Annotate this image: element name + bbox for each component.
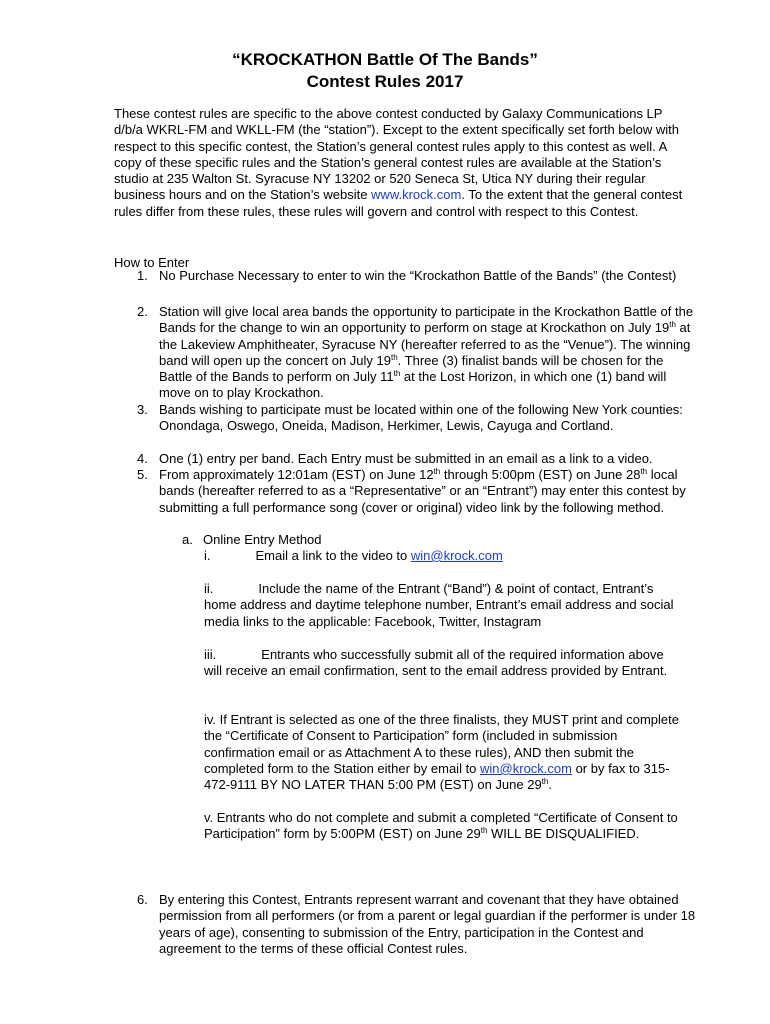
rule-number: 2.	[137, 304, 148, 319]
sub-letter: a.	[182, 532, 193, 547]
step-v: v. Entrants who do not complete and submit a completed “Certificate of Consent to Participation” form by 5:00PM (EST) on June 29th WILL BE DISQUALIFIED.	[204, 810, 678, 842]
intro-paragraph: These contest rules are specific to the above contest conducted by Galaxy Communications LP d/b/a WKRL-FM and WKLL-FM (the “station”). Except to the extent specifically set forth below with respect to this specific contest, the Station’s general contest rules apply to this contest as well. A copy of these specific rules and the Station’s general contest rules are available at the Station’s studio at 235 Walton St. Syracuse NY 13202 or 520 Seneca St, Utica NY during their regular business hours and on the Station’s website www.krock.com. To the extent that the general contest rules differ from these rules, these rules will govern and control with respect to this Contest.	[114, 106, 683, 219]
rule-text: Bands wishing to participate must be located within one of the following New York counties: Onondaga, Oswego, Oneida, Madison, Herkimer, Lewis, Cayuga and Cortland.	[159, 402, 683, 434]
rule-number: 1.	[137, 268, 148, 283]
document-subtitle: Contest Rules 2017	[306, 72, 464, 91]
step-ii: ii. Include the name of the Entrant (“Band”) & point of contact, Entrant’s home address and daytime telephone number, Entrant’s email address and social media links to the applicable: Facebook, Twitter, Instagram	[204, 581, 674, 629]
step-iv: iv. If Entrant is selected as one of the three finalists, they MUST print and complete the “Certificate of Consent to Participation” form (included in submission confirmation email or as Attachment A to these rules), AND then submit the completed form to the Station either by email to win@krock.com or by fax to 315-472-9111 BY NO LATER THAN 5:00 PM (EST) on June 29th.	[204, 712, 679, 793]
rule-text: One (1) entry per band. Each Entry must be submitted in an email as a link to a video.	[159, 451, 653, 466]
document-title: “KROCKATHON Battle Of The Bands”	[232, 50, 538, 69]
website-link[interactable]: www.krock.com	[371, 187, 462, 203]
rule-number: 4.	[137, 451, 148, 466]
rule-text: Station will give local area bands the opportunity to participate in the Krockathon Battle of the Bands for the change to win an opportunity to perform on stage at Krockathon on July 19th at the Lakeview Amphitheater, Syracuse NY (hereafter referred to as the “Venue”). The winning band will open up the concert on July 19th. Three (3) finalist bands will be chosen for the Battle of the Bands to perform on July 11th at the Lost Horizon, in which one (1) band will move on to play Krockathon.	[159, 304, 694, 401]
how-to-enter-heading: How to Enter	[114, 255, 190, 270]
rule-number: 5.	[137, 467, 148, 482]
step-iii: iii. Entrants who successfully submit all of the required information above will receive an email confirmation, sent to the email address provided by Entrant.	[204, 647, 668, 679]
step-i: i. Email a link to the video to win@krock.com	[204, 548, 503, 563]
rule-text: From approximately 12:01am (EST) on June 12th through 5:00pm (EST) on June 28th local bands (hereafter referred to as a “Representative” or an “Entrant”) may enter this contest by submitting a full performance song (cover or original) video link by the following method.	[159, 467, 686, 515]
rule-number: 6.	[137, 892, 148, 907]
rule-text: No Purchase Necessary to enter to win the “Krockathon Battle of the Bands” (the Contest)	[159, 268, 677, 283]
rule-text: By entering this Contest, Entrants represent warrant and covenant that they have obtained permission from all performers (or from a parent or legal guardian if the performer is under 18 years of age), consenting to submission of the Entry, participation in the Contest and agreement to the terms of these official Contest rules.	[159, 892, 696, 956]
rule-number: 3.	[137, 402, 148, 417]
entry-method-title: Online Entry Method	[203, 532, 322, 547]
email-link[interactable]: win@krock.com	[480, 760, 572, 776]
email-link[interactable]: win@krock.com	[410, 548, 503, 563]
